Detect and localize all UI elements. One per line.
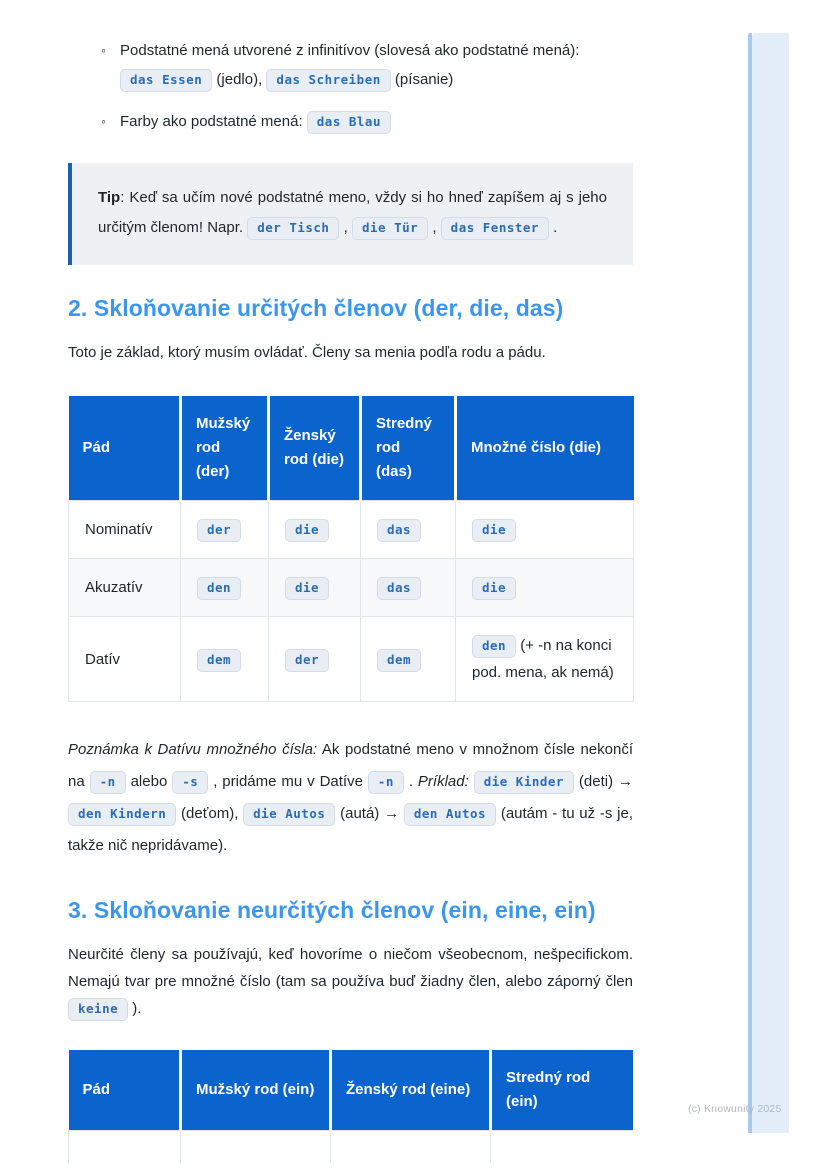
inline-code-chip: den [197,577,241,600]
inline-code-chip: dem [197,649,241,672]
table-row [69,559,634,617]
column-header-feminine: Ženský rod (die) [269,396,361,501]
page-edge-strip[interactable] [752,33,789,1133]
note-text: . [403,773,418,790]
inline-code-chip: die [472,577,516,600]
inline-code-chip: der Tisch [247,217,339,240]
tip-text: . [548,219,558,236]
inline-code-chip: das [377,577,421,600]
list-item-text: Podstatné mená utvorené z infinitívov (slovesá ako podstatné mená): [120,42,580,59]
tip-callout [68,163,633,265]
indefinite-articles-table-wrap [68,1050,633,1163]
inline-code-chip: das [377,519,421,542]
inline-code-chip: den [472,635,516,658]
tip-text: , [428,219,441,236]
case-label: Akuzatív [69,559,181,617]
bullet-list [68,36,633,136]
scrollbar-thumb[interactable] [748,33,752,1133]
inline-code-chip: der [285,649,329,672]
bullet-icon: ◦ [101,42,106,58]
list-item-text: (písanie) [390,71,454,88]
intro-text: Neurčité členy sa používajú, keď hovoríme o niečom všeobecnom, nešpecifickom. Nemajú tvar pre množné číslo (tam sa používa buď žiadny člen, alebo záporný člen [68,946,633,990]
inline-code-chip: die [472,519,516,542]
intro-text: ). [128,1000,142,1017]
list-item-text: (jedlo), [212,71,267,88]
declension-table-indefinite [68,1050,633,1163]
tip-label: Tip [98,189,121,206]
inline-code-chip: das Blau [307,111,391,134]
inline-code-chip: keine [68,998,128,1021]
declension-table-definite [68,396,634,702]
section-intro-text [68,941,633,1022]
column-header-pad: Pád [69,1050,181,1131]
document-content [68,0,633,1163]
section-intro-text: Toto je základ, ktorý musím ovládať. Členy sa menia podľa rodu a pádu. [68,344,546,361]
inline-code-chip: -n [368,771,404,794]
note-text: , pridáme mu v Datíve [208,773,368,790]
inline-code-chip: die Autos [243,803,335,826]
column-header-neuter: Stredný rod (ein) [491,1050,634,1131]
inline-code-chip: -s [172,771,208,794]
table-row [69,501,634,559]
table-header-row [69,396,634,501]
table-row [69,617,634,702]
inline-code-chip: den Autos [404,803,496,826]
column-header-neuter: Stredný rod (das) [361,396,456,501]
tip-text: , [339,219,352,236]
list-item-text: Farby ako podstatné mená: [120,113,307,130]
watermark: (c) Knowunity 2025 [688,1103,782,1115]
column-header-masculine: Mužský rod (ein) [181,1050,331,1131]
case-label: Nominatív [69,501,181,559]
inline-code-chip: das Essen [120,69,212,92]
dative-plural-note [68,734,633,862]
inline-code-chip: der [197,519,241,542]
note-text: (deti) → [573,773,633,790]
inline-code-chip: das Schreiben [266,69,390,92]
inline-code-chip: die Tür [352,217,428,240]
section-heading-indefinite-articles: 3. Skloňovanie neurčitých členov (ein, eine, ein) [68,897,596,923]
definite-articles-table-wrap [68,396,633,702]
cell-note: (+ -n na konci pod. mena, ak nemá) [472,637,614,681]
table-header-row [69,1050,634,1131]
list-item [68,36,633,94]
note-text: Ak podstatné meno v množnom čísle nekončí na [68,741,634,790]
inline-code-chip: die [285,577,329,600]
inline-code-chip: -n [90,771,126,794]
note-text: alebo [125,773,173,790]
inline-code-chip: die [285,519,329,542]
column-header-pad: Pád [69,396,181,501]
table-row [69,1131,634,1164]
note-text: (deťom), [176,805,244,822]
bullet-icon: ◦ [101,113,106,129]
note-text: (autá) → [335,805,404,822]
note-lead-italic: Poznámka k Datívu množného čísla: [68,741,318,758]
inline-code-chip: das Fenster [441,217,549,240]
column-header-feminine: Ženský rod (eine) [331,1050,491,1131]
list-item [68,107,633,136]
inline-code-chip: dem [377,649,421,672]
column-header-masculine: Mužský rod (der) [181,396,269,501]
column-header-plural: Množné číslo (die) [456,396,634,501]
note-example-italic: Príklad: [417,773,469,790]
section-heading-definite-articles: 2. Skloňovanie určitých členov (der, die, das) [68,295,564,321]
note-text: (autám - tu už -s je, takže nič nepridávame). [68,805,633,854]
tip-text: : Keď sa učím nové podstatné meno, vždy si ho hneď zapíšem aj s jeho určitým členom! Napr. [98,189,607,236]
inline-code-chip: den Kindern [68,803,176,826]
inline-code-chip: die Kinder [474,771,574,794]
case-label: Datív [69,617,181,702]
note-text [469,773,474,790]
